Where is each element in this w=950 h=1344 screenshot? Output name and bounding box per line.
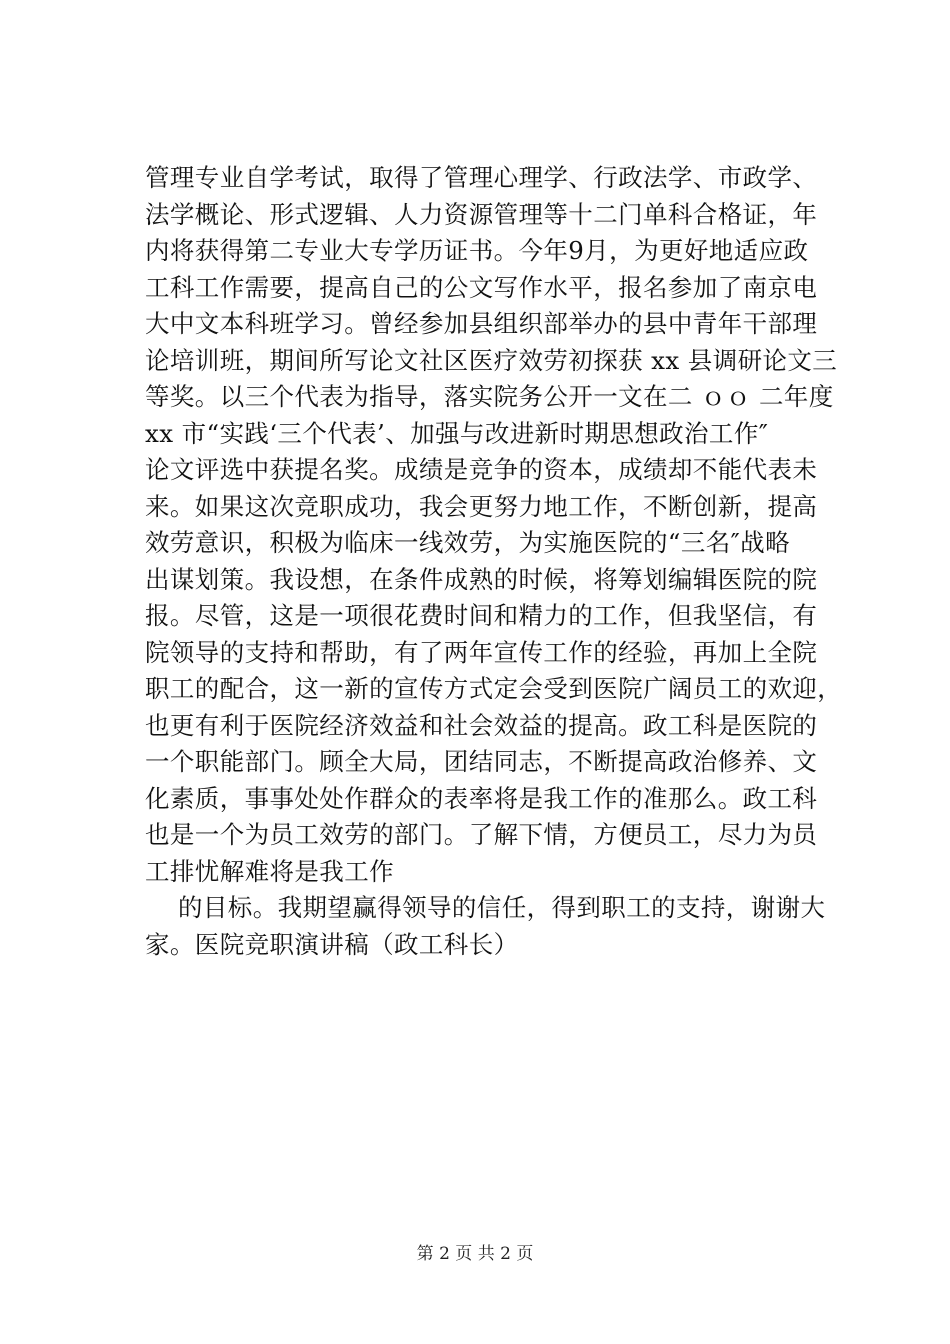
text-line: 来。如果这次竞职成功，我会更努力地工作，不断创新，提高: [145, 491, 818, 521]
text-line: 内将获得第二专业大专学历证书。今年9月，为更好地适应政: [145, 236, 809, 265]
text-line: 报。尽管，这是一项很花费时间和精力的工作，但我坚信，有: [145, 601, 818, 630]
text-line: 等奖。以三个代表为指导，落实院务公开一文在二 ｏｏ 二年度: [145, 382, 834, 411]
text-line: 也是一个为员工效劳的部门。了解下情，方便员工，尽力为员: [145, 820, 818, 849]
text-line: 法学概论、形式逻辑、人力资源管理等十二门单科合格证，年: [145, 199, 818, 229]
body-text: [145, 160, 843, 963]
text-line: 工科工作需要，提高自己的公文写作水平，报名参加了南京电: [145, 272, 818, 302]
text-line: 的目标。我期望赢得领导的信任，得到职工的支持，谢谢大: [178, 893, 826, 922]
text-line: 职工的配合，这一新的宣传方式定会受到医院广阔员工的欢迎，: [145, 674, 843, 703]
text-line: 工排忧解难将是我工作: [145, 856, 394, 886]
text-line: 家。医院竞职演讲稿（政工科长）: [145, 929, 519, 959]
text-line: xx 市“实践‘三个代表’、加强与改进新时期思想政治工作″: [145, 418, 769, 448]
text-line: 一个职能部门。顾全大局，团结同志，不断提高政治修养、文: [145, 747, 818, 776]
text-line: 管理专业自学考试，取得了管理心理学、行政法学、市政学、: [145, 163, 818, 192]
text-line: 效劳意识，积极为临床一线效劳，为实施医院的“三名″战略: [145, 528, 790, 557]
text-line: 化素质，事事处处作群众的表率将是我工作的准那么。政工科: [145, 783, 818, 813]
text-line: 出谋划策。我设想，在条件成熟的时候，将筹划编辑医院的院: [145, 564, 818, 594]
text-line: 也更有利于医院经济效益和社会效益的提高。政工科是医院的: [145, 710, 818, 740]
text-line: 论文评选中获提名奖。成绩是竞争的资本，成绩却不能代表未: [145, 455, 818, 484]
page-number-footer: 第 2 页 共 2 页: [416, 1244, 534, 1264]
text-line: 院领导的支持和帮助，有了两年宣传工作的经验，再加上全院: [145, 637, 818, 667]
text-line: 大中文本科班学习。曾经参加县组织部举办的县中青年干部理: [145, 309, 818, 338]
text-line: 论培训班，期间所写论文社区医疗效劳初探获 xx 县调研论文三: [145, 345, 838, 375]
